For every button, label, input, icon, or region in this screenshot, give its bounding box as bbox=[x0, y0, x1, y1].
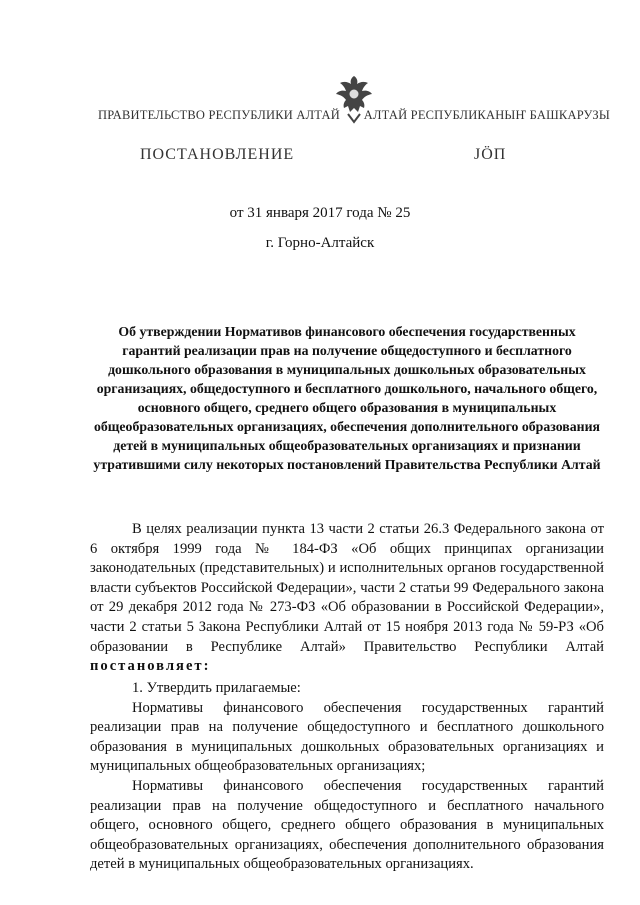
government-name-russian: ПРАВИТЕЛЬСТВО РЕСПУБЛИКИ АЛТАЙ bbox=[98, 108, 340, 122]
document-title: Об утверждении Нормативов финансового обеспечения государственных гарантий реализации прав на получение общедоступного и бесплатного дошкольного образования в муниципальных дошкольных образовательных организациях, общедоступного и бесплатного дошкольного, начального общего, основного общего, среднего общего образования в муниципальных общеобразовательных организациях, обеспечения дополнительного образования детей в муниципальных общеобразовательных организациях и признании утратившими силу некоторых постановлений Правительства Республики Алтай bbox=[93, 324, 601, 472]
preamble-text: В целях реализации пункта 13 части 2 статьи 26.3 Федерального закона от 6 октября 1999 года № 184-ФЗ «Об общих принципах организации законодательных (представительных) и исполнительных органов государственной власти субъектов Российской Федерации», части 2 статьи 99 Федерального закона от 29 декабря 2012 года № 273-ФЗ «Об образовании в Российской Федерации», части 2 статьи 5 Закона Республики Алтай от 15 ноября 2013 года № 59-РЗ «Об образовании в Республике Алтай» Правительство Республики Алтай bbox=[90, 521, 604, 655]
government-name-altai: АЛТАЙ РЕСПУБЛИКАНЫҤ БАШКАРУЗЫ bbox=[363, 108, 610, 122]
document-city: г. Горно-Алтайск bbox=[265, 235, 375, 251]
resolution-items bbox=[90, 679, 604, 875]
government-header bbox=[98, 104, 610, 124]
item-1b: Нормативы финансового обеспечения государственных гарантий реализации прав на получение общедоступного и бесплатного начального общего, основного общего, среднего общего образования в муниципальных общеобразовательных организациях, обеспечения дополнительного образования детей в муниципальных общеобразовательных организациях. bbox=[90, 777, 604, 873]
item-1a: Нормативы финансового обеспечения государственных гарантий реализации прав на получение общедоступного и бесплатного дошкольного образования в муниципальных дошкольных образовательных организациях и муниципальных общеобразовательных организациях; bbox=[90, 699, 604, 775]
preamble-paragraph bbox=[90, 520, 604, 677]
document-date-number: от 31 января 2017 года № 25 bbox=[229, 205, 411, 221]
document-type-altai: JÖП bbox=[474, 146, 507, 163]
resolves-word: постановляет: bbox=[90, 658, 211, 675]
item-1-heading: 1. Утвердить прилагаемые: bbox=[132, 680, 301, 696]
document-type-russian: ПОСТАНОВЛЕНИЕ bbox=[140, 146, 295, 163]
